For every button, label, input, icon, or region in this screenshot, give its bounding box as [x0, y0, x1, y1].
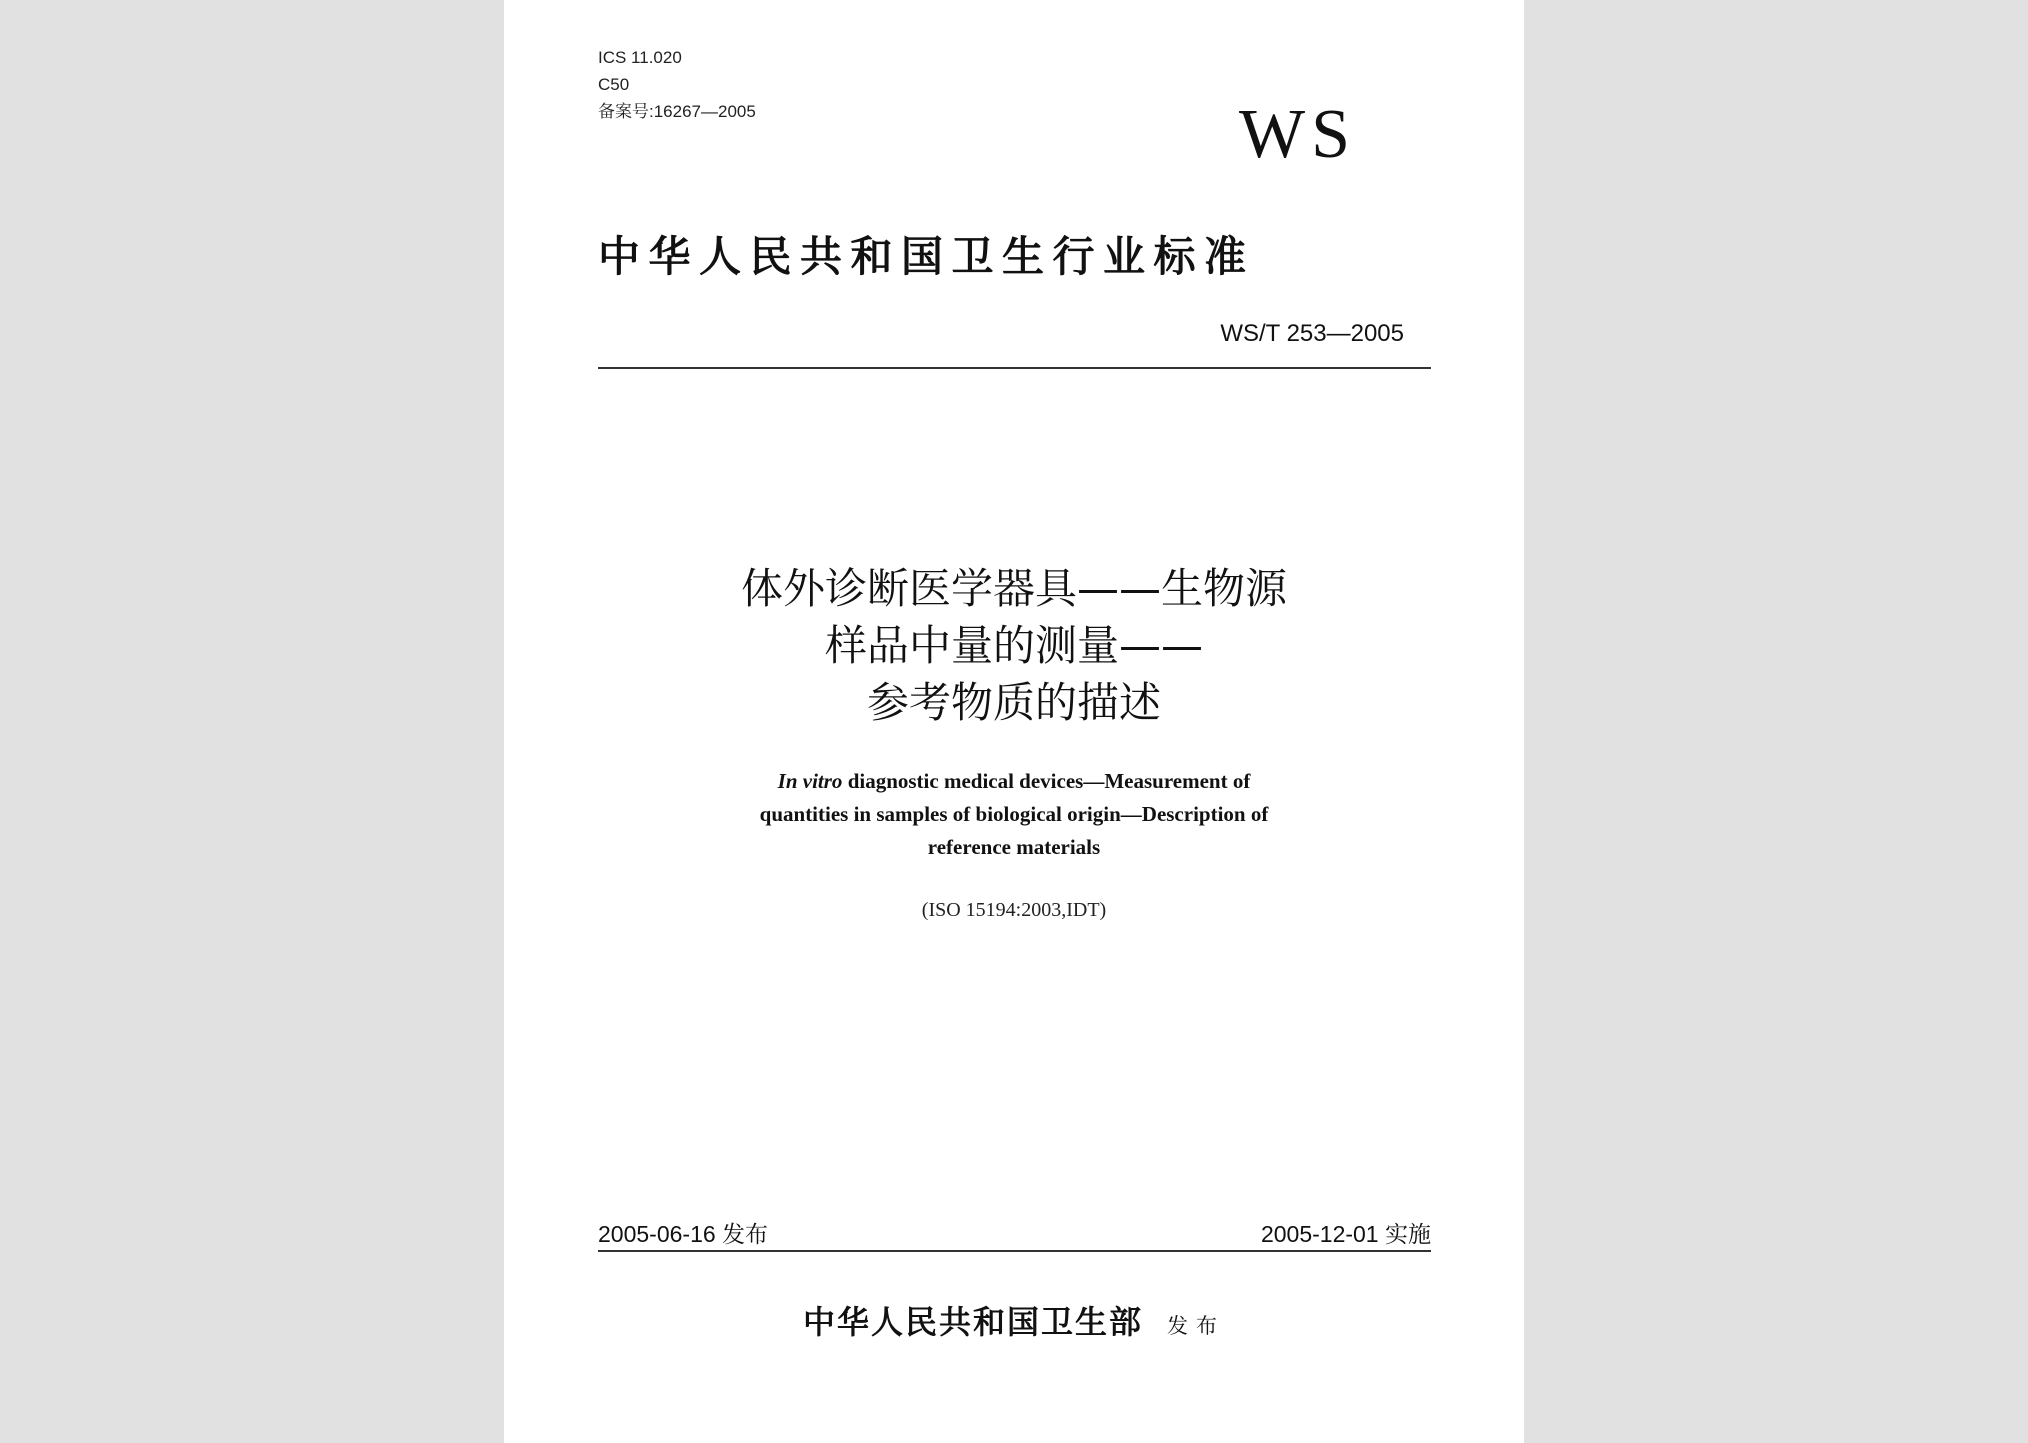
implementation-date: 2005-12-01 实施	[1260, 1221, 1431, 1247]
bottom-divider	[598, 1250, 1431, 1252]
issue-date: 2005-06-16 发布	[598, 1221, 769, 1247]
english-title-line	[504, 765, 1524, 798]
ics-code: ICS 11.020	[598, 48, 682, 67]
filing-number: 备案号:16267—2005	[598, 102, 756, 121]
document-page	[504, 0, 1524, 1443]
classification-block	[598, 44, 756, 125]
ws-logo: WS	[1239, 96, 1356, 173]
ccs-code: C50	[598, 75, 630, 94]
standard-number: WS/T 253—2005	[1220, 320, 1404, 347]
publisher-action: 发布	[1167, 1314, 1225, 1338]
publisher	[504, 1297, 1524, 1343]
iso-equivalence: (ISO 15194:2003,IDT)	[921, 899, 1107, 921]
chinese-title-line: 参考物质的描述	[866, 678, 1161, 727]
english-title-line: reference materials	[927, 835, 1101, 859]
english-title	[504, 765, 1524, 864]
standard-type-heading: 中华人民共和国卫生行业标准	[598, 232, 1255, 281]
chinese-title-line: 样品中量的测量——	[824, 621, 1203, 670]
english-title-italic: In vitro	[777, 769, 843, 793]
english-title-text: diagnostic medical devices—Measurement of	[842, 769, 1251, 793]
publisher-org: 中华人民共和国卫生部	[802, 1303, 1143, 1341]
chinese-title	[504, 560, 1524, 731]
top-divider	[598, 367, 1431, 369]
chinese-title-line: 体外诊断医学器具——生物源	[740, 564, 1287, 613]
english-title-line: quantities in samples of biological origin—Description of	[759, 802, 1269, 826]
